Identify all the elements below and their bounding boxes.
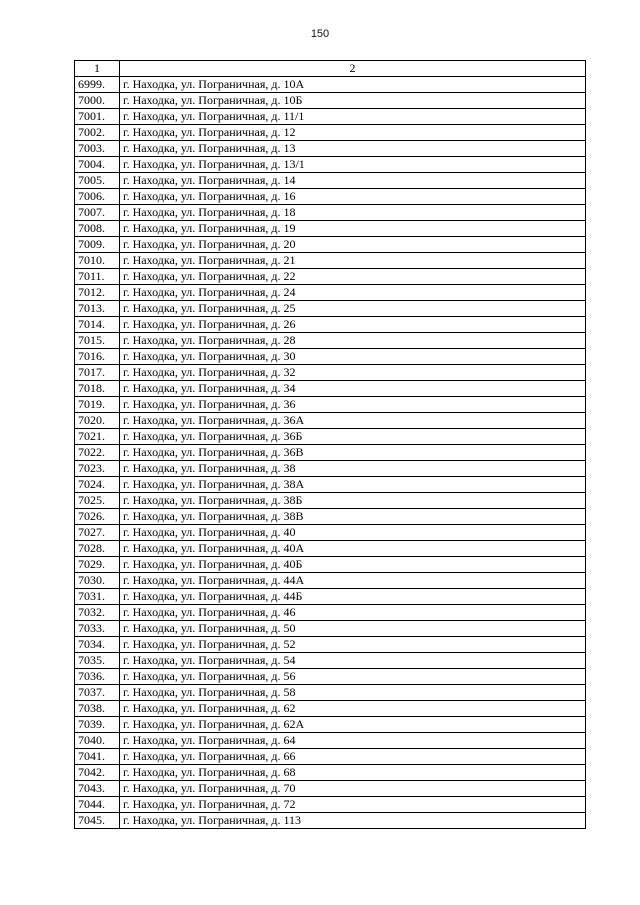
table-row xyxy=(75,77,586,93)
row-address: г. Находка, ул. Пограничная, д. 40А xyxy=(120,541,586,557)
row-number: 7027. xyxy=(75,525,120,541)
row-address: г. Находка, ул. Пограничная, д. 40Б xyxy=(120,557,586,573)
row-address: г. Находка, ул. Пограничная, д. 12 xyxy=(120,125,586,141)
row-number: 7009. xyxy=(75,237,120,253)
row-number: 7041. xyxy=(75,749,120,765)
table-row xyxy=(75,173,586,189)
row-number: 7037. xyxy=(75,685,120,701)
row-number: 7022. xyxy=(75,445,120,461)
table-row xyxy=(75,445,586,461)
table-row xyxy=(75,237,586,253)
row-number: 7034. xyxy=(75,637,120,653)
row-address: г. Находка, ул. Пограничная, д. 32 xyxy=(120,365,586,381)
table-row xyxy=(75,765,586,781)
row-number: 7042. xyxy=(75,765,120,781)
row-number: 7024. xyxy=(75,477,120,493)
table-row xyxy=(75,397,586,413)
table-row xyxy=(75,493,586,509)
table-row xyxy=(75,637,586,653)
row-number: 7011. xyxy=(75,269,120,285)
table-row xyxy=(75,109,586,125)
row-address: г. Находка, ул. Пограничная, д. 62А xyxy=(120,717,586,733)
row-address: г. Находка, ул. Пограничная, д. 38 xyxy=(120,461,586,477)
table-row xyxy=(75,189,586,205)
page-number: 150 xyxy=(310,28,330,40)
row-address: г. Находка, ул. Пограничная, д. 36В xyxy=(120,445,586,461)
table-header-row xyxy=(75,61,586,77)
row-number: 7039. xyxy=(75,717,120,733)
table-row xyxy=(75,269,586,285)
row-address: г. Находка, ул. Пограничная, д. 10Б xyxy=(120,93,586,109)
row-number: 7036. xyxy=(75,669,120,685)
column-header-address: 2 xyxy=(120,61,586,77)
row-address: г. Находка, ул. Пограничная, д. 52 xyxy=(120,637,586,653)
table-row xyxy=(75,477,586,493)
table-row xyxy=(75,573,586,589)
row-address: г. Находка, ул. Пограничная, д. 14 xyxy=(120,173,586,189)
row-number: 7029. xyxy=(75,557,120,573)
row-address: г. Находка, ул. Пограничная, д. 19 xyxy=(120,221,586,237)
row-number: 7035. xyxy=(75,653,120,669)
table-row xyxy=(75,93,586,109)
row-address: г. Находка, ул. Пограничная, д. 28 xyxy=(120,333,586,349)
row-address: г. Находка, ул. Пограничная, д. 56 xyxy=(120,669,586,685)
row-number: 7004. xyxy=(75,157,120,173)
table-row xyxy=(75,157,586,173)
table-row xyxy=(75,285,586,301)
address-table xyxy=(74,60,586,829)
row-number: 7007. xyxy=(75,205,120,221)
row-number: 7010. xyxy=(75,253,120,269)
row-number: 7008. xyxy=(75,221,120,237)
row-number: 7006. xyxy=(75,189,120,205)
row-number: 7014. xyxy=(75,317,120,333)
row-number: 6999. xyxy=(75,77,120,93)
table-row xyxy=(75,605,586,621)
table-row xyxy=(75,429,586,445)
table-row xyxy=(75,509,586,525)
row-address: г. Находка, ул. Пограничная, д. 70 xyxy=(120,781,586,797)
table-row xyxy=(75,813,586,829)
row-number: 7002. xyxy=(75,125,120,141)
row-address: г. Находка, ул. Пограничная, д. 25 xyxy=(120,301,586,317)
row-address: г. Находка, ул. Пограничная, д. 113 xyxy=(120,813,586,829)
row-number: 7030. xyxy=(75,573,120,589)
row-address: г. Находка, ул. Пограничная, д. 22 xyxy=(120,269,586,285)
table-row xyxy=(75,525,586,541)
column-header-number: 1 xyxy=(75,61,120,77)
row-number: 7025. xyxy=(75,493,120,509)
table-row xyxy=(75,125,586,141)
row-number: 7021. xyxy=(75,429,120,445)
row-address: г. Находка, ул. Пограничная, д. 44Б xyxy=(120,589,586,605)
table-row xyxy=(75,205,586,221)
row-number: 7001. xyxy=(75,109,120,125)
row-number: 7003. xyxy=(75,141,120,157)
row-address: г. Находка, ул. Пограничная, д. 62 xyxy=(120,701,586,717)
row-address: г. Находка, ул. Пограничная, д. 21 xyxy=(120,253,586,269)
row-address: г. Находка, ул. Пограничная, д. 10А xyxy=(120,77,586,93)
row-address: г. Находка, ул. Пограничная, д. 44А xyxy=(120,573,586,589)
row-address: г. Находка, ул. Пограничная, д. 26 xyxy=(120,317,586,333)
row-number: 7016. xyxy=(75,349,120,365)
row-number: 7026. xyxy=(75,509,120,525)
table-row xyxy=(75,685,586,701)
table-row xyxy=(75,733,586,749)
row-number: 7005. xyxy=(75,173,120,189)
row-number: 7020. xyxy=(75,413,120,429)
row-number: 7028. xyxy=(75,541,120,557)
row-address: г. Находка, ул. Пограничная, д. 36 xyxy=(120,397,586,413)
table-body xyxy=(75,77,586,829)
table-row xyxy=(75,333,586,349)
row-number: 7044. xyxy=(75,797,120,813)
row-number: 7031. xyxy=(75,589,120,605)
row-number: 7023. xyxy=(75,461,120,477)
row-address: г. Находка, ул. Пограничная, д. 13 xyxy=(120,141,586,157)
row-address: г. Находка, ул. Пограничная, д. 38А xyxy=(120,477,586,493)
table-row xyxy=(75,221,586,237)
row-address: г. Находка, ул. Пограничная, д. 16 xyxy=(120,189,586,205)
row-address: г. Находка, ул. Пограничная, д. 34 xyxy=(120,381,586,397)
table-row xyxy=(75,349,586,365)
table-row xyxy=(75,253,586,269)
table-row xyxy=(75,589,586,605)
row-address: г. Находка, ул. Пограничная, д. 20 xyxy=(120,237,586,253)
row-address: г. Находка, ул. Пограничная, д. 24 xyxy=(120,285,586,301)
row-number: 7015. xyxy=(75,333,120,349)
table-row xyxy=(75,557,586,573)
row-address: г. Находка, ул. Пограничная, д. 40 xyxy=(120,525,586,541)
table-row xyxy=(75,381,586,397)
row-address: г. Находка, ул. Пограничная, д. 66 xyxy=(120,749,586,765)
table-row xyxy=(75,701,586,717)
table-row xyxy=(75,797,586,813)
row-address: г. Находка, ул. Пограничная, д. 46 xyxy=(120,605,586,621)
table-row xyxy=(75,141,586,157)
table-row xyxy=(75,461,586,477)
table-row xyxy=(75,717,586,733)
table-row xyxy=(75,413,586,429)
row-number: 7040. xyxy=(75,733,120,749)
row-address: г. Находка, ул. Пограничная, д. 36А xyxy=(120,413,586,429)
table-row xyxy=(75,749,586,765)
row-number: 7012. xyxy=(75,285,120,301)
row-address: г. Находка, ул. Пограничная, д. 58 xyxy=(120,685,586,701)
row-number: 7017. xyxy=(75,365,120,381)
row-address: г. Находка, ул. Пограничная, д. 11/1 xyxy=(120,109,586,125)
row-address: г. Находка, ул. Пограничная, д. 64 xyxy=(120,733,586,749)
row-number: 7013. xyxy=(75,301,120,317)
row-number: 7033. xyxy=(75,621,120,637)
row-address: г. Находка, ул. Пограничная, д. 36Б xyxy=(120,429,586,445)
row-number: 7043. xyxy=(75,781,120,797)
table-row xyxy=(75,781,586,797)
table-row xyxy=(75,653,586,669)
row-number: 7019. xyxy=(75,397,120,413)
row-address: г. Находка, ул. Пограничная, д. 54 xyxy=(120,653,586,669)
row-address: г. Находка, ул. Пограничная, д. 50 xyxy=(120,621,586,637)
table-row xyxy=(75,301,586,317)
row-number: 7000. xyxy=(75,93,120,109)
table-row xyxy=(75,541,586,557)
row-address: г. Находка, ул. Пограничная, д. 68 xyxy=(120,765,586,781)
row-address: г. Находка, ул. Пограничная, д. 38В xyxy=(120,509,586,525)
row-address: г. Находка, ул. Пограничная, д. 72 xyxy=(120,797,586,813)
row-number: 7032. xyxy=(75,605,120,621)
row-address: г. Находка, ул. Пограничная, д. 30 xyxy=(120,349,586,365)
table-row xyxy=(75,365,586,381)
row-address: г. Находка, ул. Пограничная, д. 18 xyxy=(120,205,586,221)
row-number: 7045. xyxy=(75,813,120,829)
row-number: 7018. xyxy=(75,381,120,397)
row-address: г. Находка, ул. Пограничная, д. 13/1 xyxy=(120,157,586,173)
row-address: г. Находка, ул. Пограничная, д. 38Б xyxy=(120,493,586,509)
row-number: 7038. xyxy=(75,701,120,717)
table-row xyxy=(75,317,586,333)
table-row xyxy=(75,669,586,685)
table-row xyxy=(75,621,586,637)
